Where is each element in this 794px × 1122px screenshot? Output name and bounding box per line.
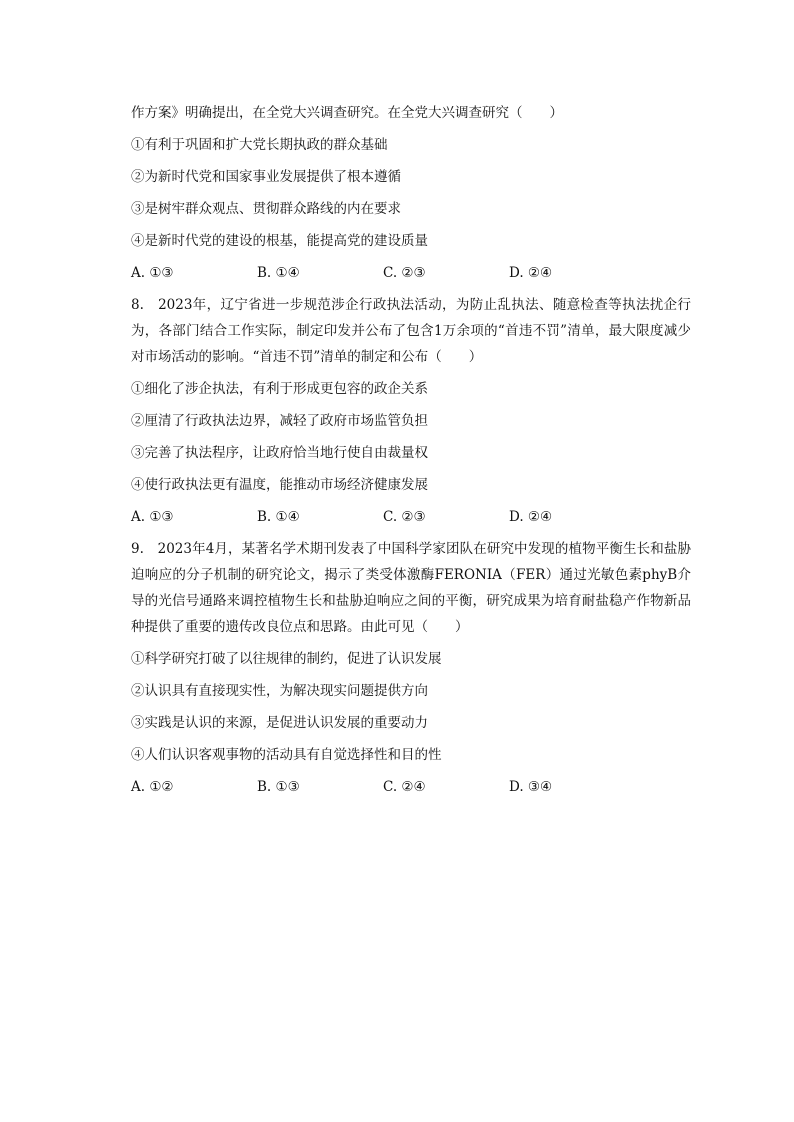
statement-2: ②认识具有直接现实性，为解决现实问题提供方向 bbox=[131, 683, 428, 699]
question-8 bbox=[131, 292, 691, 536]
statement-3: ③是树牢群众观点、贯彻群众路线的内在要求 bbox=[131, 201, 401, 217]
answer-options bbox=[131, 504, 691, 536]
statement-2: ②厘清了行政执法边界，减轻了政府市场监管负担 bbox=[131, 413, 428, 429]
statement-4: ④是新时代党的建设的根基，能提高党的建设质量 bbox=[131, 233, 428, 249]
answer-options bbox=[131, 774, 691, 806]
question-9 bbox=[131, 536, 691, 806]
question-7 bbox=[131, 100, 691, 292]
question-stem: 作方案》明确提出，在全党大兴调查研究。在全党大兴调查研究（ ） bbox=[131, 105, 563, 121]
statement-2: ②为新时代党和国家事业发展提供了根本遵循 bbox=[131, 169, 401, 185]
answer-options bbox=[131, 260, 691, 292]
statement-3: ③实践是认识的来源，是促进认识发展的重要动力 bbox=[131, 715, 428, 731]
option-a: A. ①③ bbox=[131, 265, 174, 281]
option-c: C. ②④ bbox=[383, 779, 426, 795]
option-a: A. ①③ bbox=[131, 509, 174, 525]
statement-1: ①科学研究打破了以往规律的制约，促进了认识发展 bbox=[131, 651, 442, 667]
statement-1: ①有利于巩固和扩大党长期执政的群众基础 bbox=[131, 137, 388, 153]
option-b: B. ①④ bbox=[257, 509, 300, 525]
option-d: D. ②④ bbox=[509, 265, 553, 281]
option-c: C. ②③ bbox=[383, 265, 426, 281]
option-c: C. ②③ bbox=[383, 509, 426, 525]
option-d: D. ②④ bbox=[509, 509, 553, 525]
statement-4: ④人们认识客观事物的活动具有自觉选择性和目的性 bbox=[131, 747, 442, 763]
exam-content bbox=[131, 100, 691, 806]
option-d: D. ③④ bbox=[509, 779, 553, 795]
option-b: B. ①③ bbox=[257, 779, 300, 795]
question-stem: 9. 2023年4月，某著名学术期刊发表了中国科学家团队在研究中发现的植物平衡生长和盐胁迫响应的分子机制的研究论文，揭示了类受体激酶FERONIA（FER）通过光敏色素phyB介导的光信号通路来调控植物生长和盐胁迫响应之间的平衡，研究成果为培育耐盐稳产作物新品种提供了重要的遗传改良位点和思路。由此可见（ ） bbox=[131, 541, 691, 635]
question-stem: 8. 2023年，辽宁省进一步规范涉企行政执法活动，为防止乱执法、随意检查等执法扰企行为，各部门结合工作实际，制定印发并公布了包含1万余项的“首违不罚”清单，最大限度减少对市场活动的影响。“首违不罚”清单的制定和公布（ ） bbox=[131, 297, 691, 365]
statement-3: ③完善了执法程序，让政府恰当地行使自由裁量权 bbox=[131, 445, 428, 461]
option-b: B. ①④ bbox=[257, 265, 300, 281]
statement-1: ①细化了涉企执法，有利于形成更包容的政企关系 bbox=[131, 381, 428, 397]
statement-4: ④使行政执法更有温度，能推动市场经济健康发展 bbox=[131, 477, 428, 493]
option-a: A. ①② bbox=[131, 779, 174, 795]
